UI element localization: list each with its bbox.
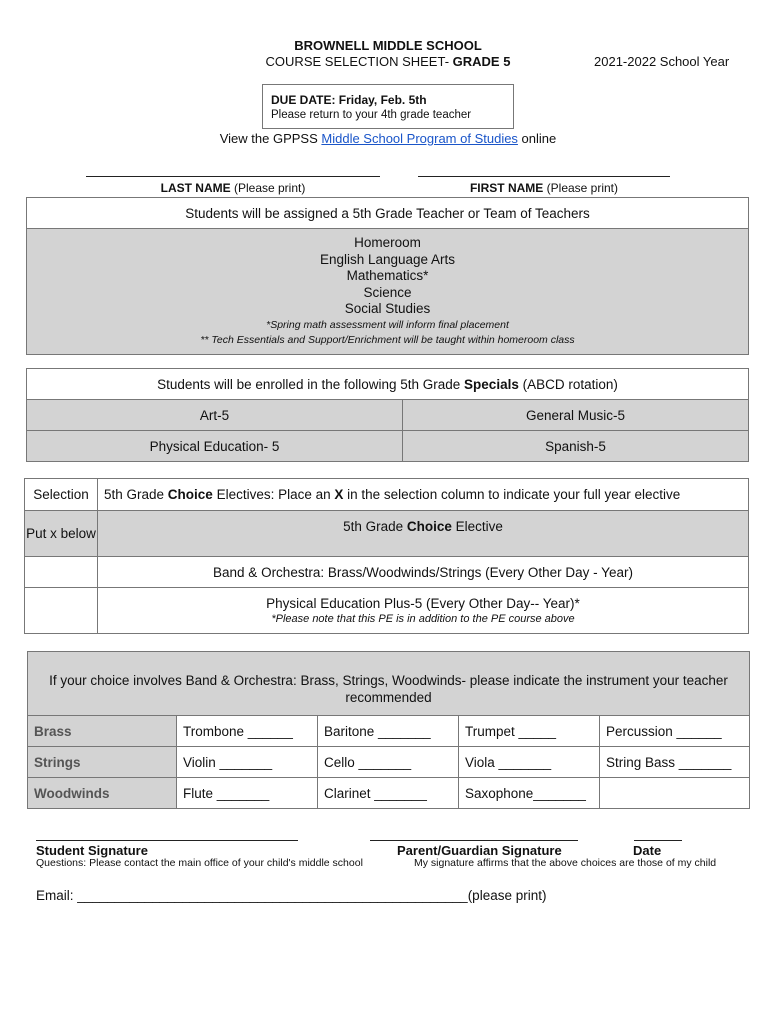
selection-cell-pe-plus[interactable] [25, 588, 98, 634]
email-label: Email: [36, 888, 78, 903]
special-spanish: Spanish-5 [403, 431, 749, 462]
elective-col-prefix: 5th Grade [343, 519, 407, 534]
instruments-table [27, 651, 750, 809]
electives-heading-mid: Electives: Place an [212, 487, 335, 502]
elective-col-suffix: Elective [451, 519, 503, 534]
instrument-violin[interactable]: Violin _______ [177, 747, 318, 778]
date-line[interactable] [634, 840, 682, 841]
instrument-flute[interactable]: Flute _______ [177, 778, 318, 809]
program-of-studies-link[interactable]: Middle School Program of Studies [321, 131, 518, 146]
elective-band-orchestra: Band & Orchestra: Brass/Woodwinds/Strings (Every Other Day - Year) [98, 557, 749, 588]
last-name-bold: LAST NAME [160, 181, 231, 195]
elective-col-choice: Choice [406, 519, 452, 534]
electives-heading-suffix: in the selection column to indicate your full year elective [343, 487, 681, 502]
instrument-clarinet[interactable]: Clarinet _______ [318, 778, 459, 809]
family-brass: Brass [28, 716, 177, 747]
family-strings: Strings [28, 747, 177, 778]
special-art: Art-5 [27, 400, 403, 431]
elective-pe-plus-note: *Please note that this PE is in addition to the PE course above [271, 613, 575, 625]
instruments-heading: If your choice involves Band & Orchestra: Brass, Strings, Woodwinds- please indicate the instrument your teacher recommended [28, 652, 750, 716]
instrument-trumpet[interactable]: Trumpet _____ [459, 716, 600, 747]
put-x-label: Put x below [25, 511, 98, 557]
subject-social-studies: Social Studies [344, 301, 431, 316]
instrument-saxophone[interactable]: Saxophone_______ [459, 778, 600, 809]
instrument-trombone[interactable]: Trombone ______ [177, 716, 318, 747]
elective-pe-plus [98, 588, 749, 634]
due-date-box [262, 84, 514, 129]
electives-heading-x: X [334, 487, 344, 502]
school-name: BROWNELL MIDDLE SCHOOL [294, 38, 482, 53]
special-music: General Music-5 [403, 400, 749, 431]
core-note-tech: ** Tech Essentials and Support/Enrichment will be taught within homeroom class [200, 333, 575, 346]
email-blank[interactable]: ____________________________________________________ [77, 888, 468, 903]
last-name-label [86, 181, 380, 195]
school-year: 2021-2022 School Year [594, 54, 730, 69]
instrument-cello[interactable]: Cello _______ [318, 747, 459, 778]
electives-heading-prefix: 5th Grade [104, 487, 168, 502]
selection-cell-band[interactable] [25, 557, 98, 588]
last-name-line[interactable] [86, 176, 380, 177]
parent-signature-line[interactable] [370, 840, 578, 841]
specials-heading-bold: Specials [464, 376, 519, 392]
student-signature-label: Student Signature [36, 843, 148, 858]
subject-math: Mathematics* [346, 268, 429, 283]
date-label: Date [633, 843, 662, 858]
specials-heading-prefix: Students will be enrolled in the following 5th Grade [157, 376, 465, 392]
core-subjects-table [26, 197, 749, 355]
core-note-math: *Spring math assessment will inform final placement [266, 318, 509, 331]
email-line[interactable] [36, 888, 546, 903]
student-signature-line[interactable] [36, 840, 298, 841]
program-line [0, 131, 770, 146]
specials-heading [27, 369, 749, 400]
questions-note: Questions: Please contact the main office of your child's middle school [36, 857, 363, 869]
specials-table [26, 368, 749, 462]
first-name-label [418, 181, 670, 195]
electives-table [24, 478, 749, 634]
special-pe: Physical Education- 5 [27, 431, 403, 462]
subject-ela: English Language Arts [319, 251, 456, 267]
core-subjects-cell [27, 229, 749, 355]
email-suffix: (please print) [467, 888, 547, 903]
electives-heading-choice: Choice [167, 487, 213, 502]
first-name-line[interactable] [418, 176, 670, 177]
subject-science: Science [363, 284, 412, 300]
parent-signature-label: Parent/Guardian Signature [397, 843, 562, 858]
due-date: DUE DATE: Friday, Feb. 5th [271, 93, 427, 107]
instrument-percussion[interactable]: Percussion ______ [600, 716, 750, 747]
due-note: Please return to your 4th grade teacher [271, 109, 472, 121]
program-prefix: View the GPPSS [219, 131, 322, 146]
instrument-string-bass[interactable]: String Bass _______ [600, 747, 750, 778]
selection-header: Selection [25, 479, 98, 511]
instrument-viola[interactable]: Viola _______ [459, 747, 600, 778]
instrument-baritone[interactable]: Baritone _______ [318, 716, 459, 747]
specials-heading-suffix: (ABCD rotation) [518, 376, 618, 392]
first-name-bold: FIRST NAME [469, 181, 544, 195]
program-suffix: online [517, 131, 557, 146]
subject-homeroom: Homeroom [354, 235, 421, 250]
electives-heading [98, 479, 749, 511]
sheet-grade: GRADE 5 [452, 54, 511, 69]
family-woodwinds: Woodwinds [28, 778, 177, 809]
core-heading: Students will be assigned a 5th Grade Teacher or Team of Teachers [27, 198, 749, 229]
instrument-empty-cell [600, 778, 750, 809]
elective-column-header [98, 511, 749, 557]
elective-pe-plus-label: Physical Education Plus-5 (Every Other Day-- Year)* [266, 596, 580, 611]
affirm-note: My signature affirms that the above choices are those of my child [414, 857, 717, 869]
first-name-rest: (Please print) [543, 181, 619, 195]
sheet-title-prefix: COURSE SELECTION SHEET- [265, 54, 453, 69]
last-name-rest: (Please print) [230, 181, 306, 195]
